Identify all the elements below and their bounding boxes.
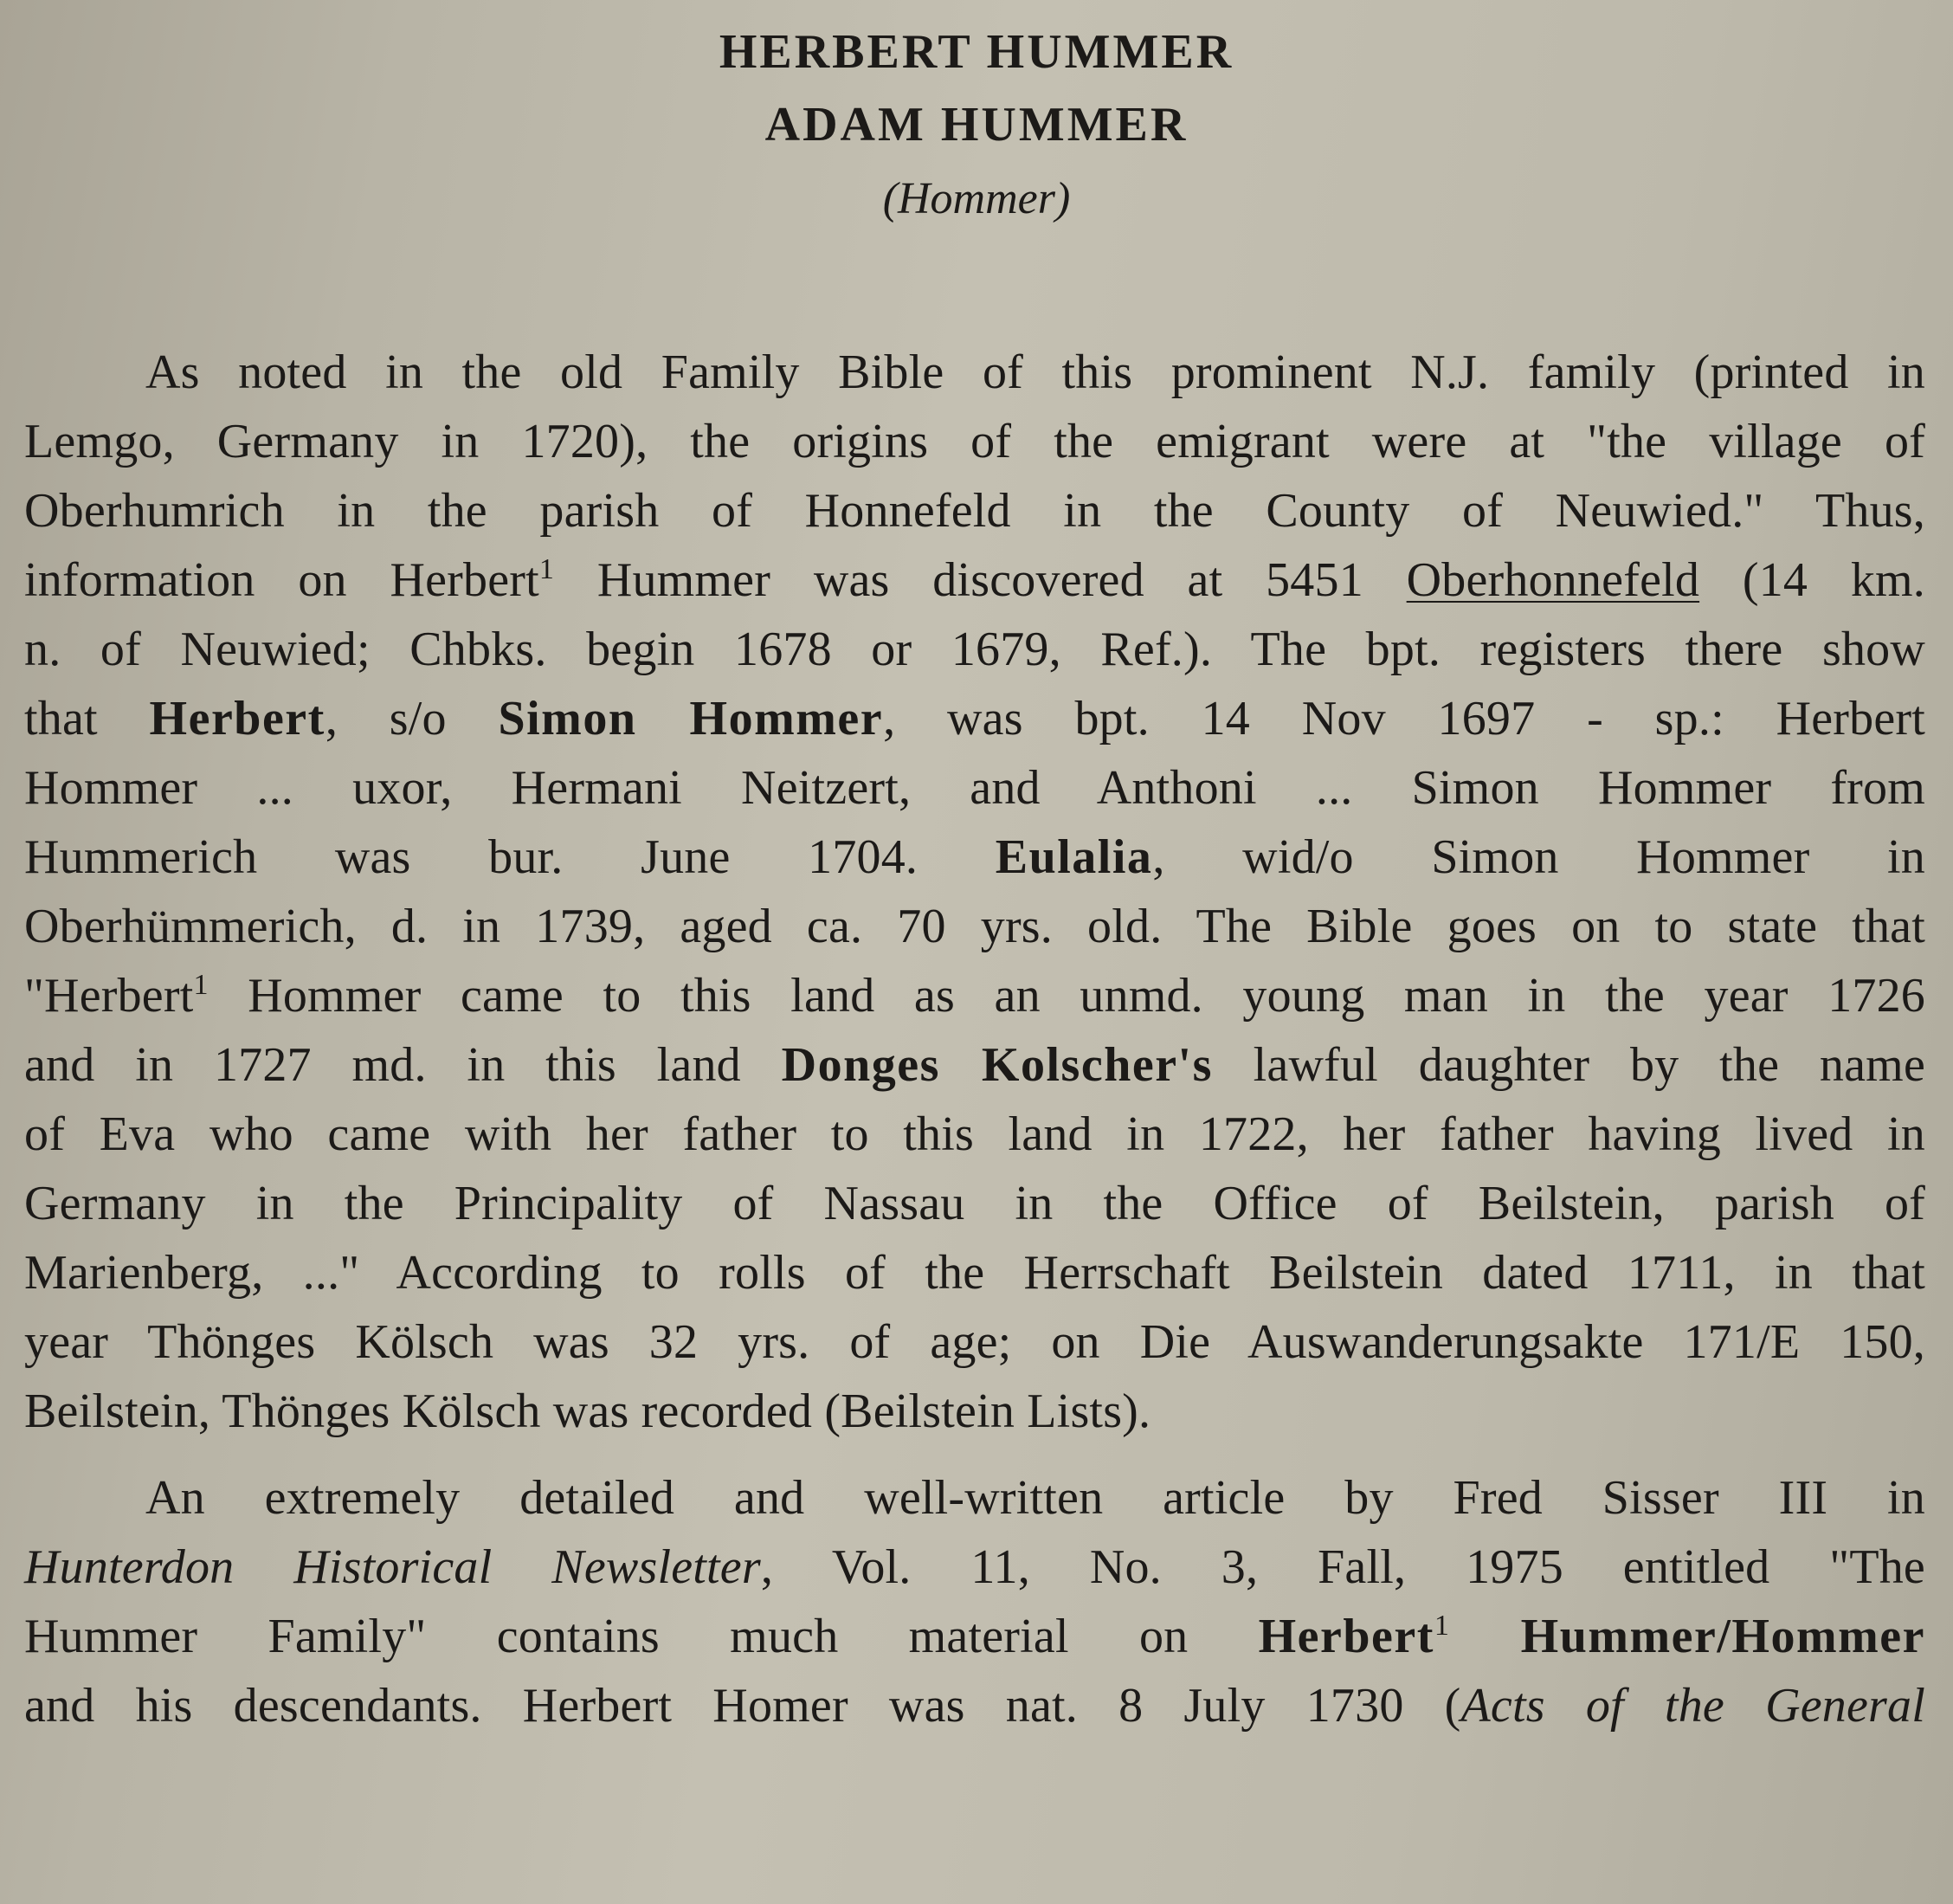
text-run: Oberhonnefeld [1406, 553, 1700, 607]
text-run: As noted in the old Family Bible of this prominent N.J. family (printed in [145, 345, 1925, 399]
text-run: Simon Hommer [498, 692, 884, 745]
text-run: Marienberg, ..." According to rolls of the Herrschaft Beilstein dated 1711, in that [24, 1246, 1925, 1300]
text-line [24, 961, 1925, 1030]
text-line [24, 684, 1925, 753]
text-run: Oberhumrich in the parish of Honnefeld in the County of Neuwied." Thus, [24, 484, 1925, 538]
text-run: Hommer ... uxor, Hermani Neitzert, and Anthoni ... Simon Hommer from [24, 761, 1925, 815]
text-run: n. of Neuwied; Chbks. begin 1678 or 1679, Ref.). The bpt. registers there show [24, 623, 1925, 676]
text-line [24, 1100, 1925, 1169]
text-line [145, 1463, 1925, 1533]
text-run: and in 1727 md. in this land [24, 1038, 782, 1092]
text-run: Beilstein, Thönges Kölsch was recorded (Beilstein Lists). [24, 1384, 1151, 1438]
text-run: Herbert [149, 692, 326, 745]
text-line [145, 338, 1925, 407]
text-run: Eulalia [995, 830, 1153, 884]
text-run: Hommer came to this land as an unmd. young man in the year 1726 [208, 969, 1925, 1023]
text-run: (14 km. [1699, 553, 1925, 607]
text-run: Hunterdon Historical Newsletter [24, 1540, 761, 1594]
text-line [24, 545, 1925, 615]
superscript-generation: 1 [1434, 1610, 1450, 1642]
text-run: Donges Kolscher's [781, 1038, 1213, 1092]
text-run: "Herbert [24, 969, 194, 1023]
text-line [24, 407, 1925, 476]
text-run: , was bpt. 14 Nov 1697 - sp.: Herbert [883, 692, 1925, 745]
text-run: Herbert [1258, 1610, 1434, 1663]
text-run: Hummer was discovered at 5451 [554, 553, 1407, 607]
text-run: Acts of the General [1460, 1679, 1925, 1733]
text-run: , Vol. 11, No. 3, Fall, 1975 entitled "The [760, 1540, 1925, 1594]
text-line [24, 1602, 1925, 1671]
text-run: An extremely detailed and well-written article by Fred Sisser III in [145, 1471, 1925, 1525]
text-line [24, 1169, 1925, 1238]
text-line [24, 1533, 1925, 1602]
heading-herbert-hummer: HERBERT HUMMER [719, 25, 1234, 79]
text-run: Germany in the Principality of Nassau in the Office of Beilstein, parish of [24, 1177, 1925, 1230]
text-line [24, 1377, 1925, 1446]
heading-adam-hummer: ADAM HUMMER [764, 98, 1189, 152]
superscript-generation: 1 [193, 969, 209, 1001]
superscript-generation: 1 [538, 553, 555, 585]
text-run: , wid/o Simon Hommer in [1152, 830, 1925, 884]
text-run: lawful daughter by the name [1212, 1038, 1926, 1092]
text-run: of Eva who came with her father to this land in 1722, her father having lived in [24, 1107, 1925, 1161]
text-run: Hummer/Hommer [1449, 1610, 1925, 1663]
heading-variant-name: (Hommer) [882, 174, 1071, 223]
text-run: Oberhümmerich, d. in 1739, aged ca. 70 yrs. old. The Bible goes on to state that [24, 900, 1925, 953]
text-line [24, 476, 1925, 545]
text-run: that [24, 692, 150, 745]
text-line [24, 1238, 1925, 1307]
text-run: Hummer Family" contains much material on [24, 1610, 1259, 1663]
text-run: year Thönges Kölsch was 32 yrs. of age; on Die Auswanderungsakte 171/E 150, [24, 1315, 1925, 1369]
text-line [24, 615, 1925, 684]
text-line [24, 1671, 1925, 1740]
text-line [24, 1030, 1925, 1100]
text-line [24, 753, 1925, 823]
text-line [24, 823, 1925, 892]
text-line [24, 892, 1925, 961]
text-line [24, 1307, 1925, 1377]
text-run: Hummerich was bur. June 1704. [24, 830, 996, 884]
text-run: Lemgo, Germany in 1720), the origins of the emigrant were at "the village of [24, 415, 1925, 468]
text-run: information on Herbert [24, 553, 539, 607]
text-run: and his descendants. Herbert Homer was nat. 8 July 1730 ( [24, 1679, 1461, 1733]
text-run: , s/o [325, 692, 499, 745]
